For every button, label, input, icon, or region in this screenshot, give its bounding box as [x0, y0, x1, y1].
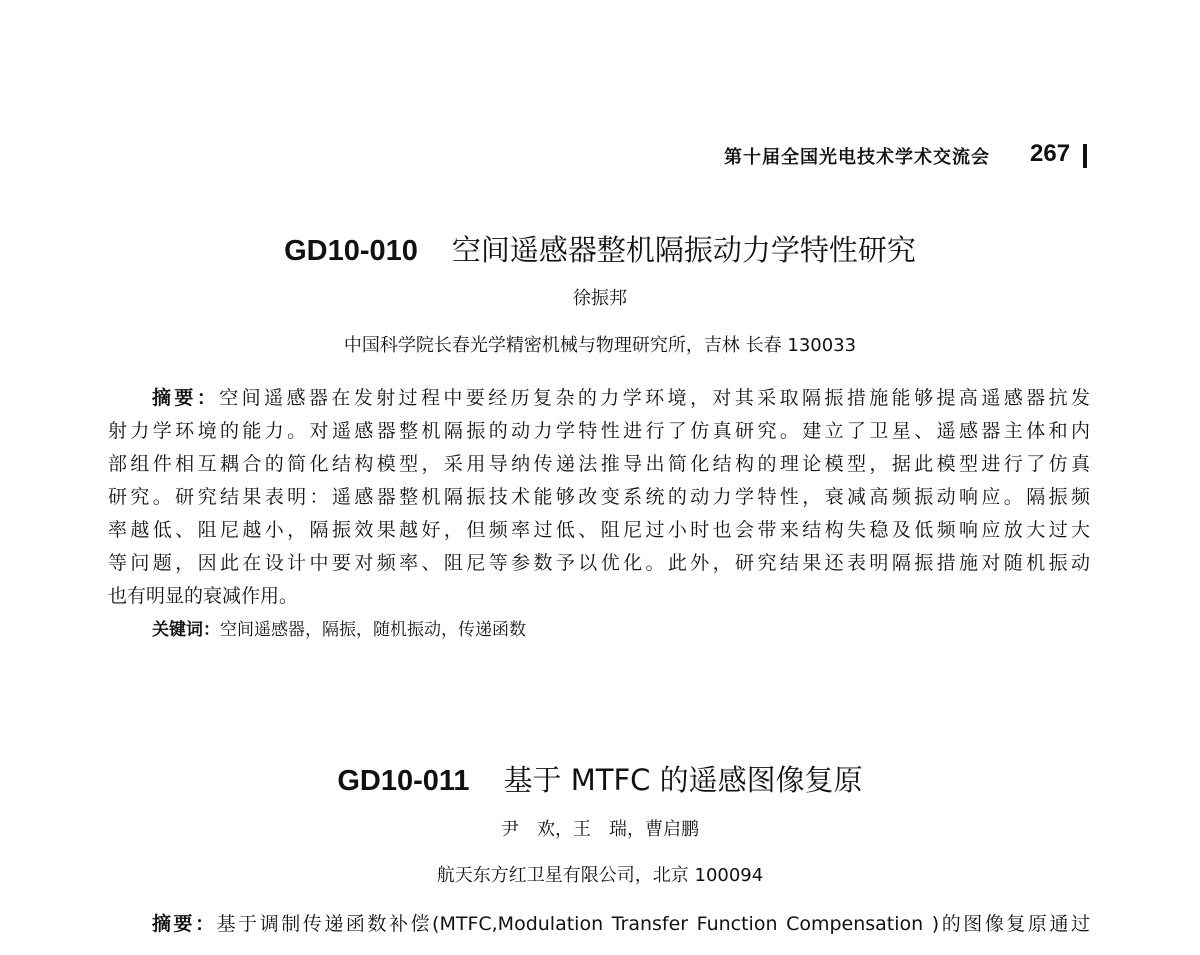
paper-code: GD10-011 [337, 765, 470, 797]
keywords-label: 关键词： [152, 620, 220, 640]
paper-code: GD10-010 [284, 235, 418, 267]
abstract-line: 部组件相互耦合的简化结构模型，采用导纳传递法推导出简化结构的理论模型，据此模型进行了仿真 [108, 453, 1090, 475]
header-rule [1083, 144, 1087, 168]
abstract-line: 率越低、阻尼越小，隔振效果越好，但频率过低、阻尼过小时也会带来结构失稳及低频响应放大过大 [108, 519, 1090, 541]
paper-authors: 徐振邦 [573, 288, 627, 309]
abstract-label: 摘要： [152, 913, 217, 935]
abstract-line: 空间遥感器在发射过程中要经历复杂的力学环境，对其采取隔振措施能够提高遥感器抗发 [219, 387, 1090, 409]
abstract-line: 射力学环境的能力。对遥感器整机隔振的动力学特性进行了仿真研究。建立了卫星、遥感器主体和内 [108, 420, 1090, 442]
page-number: 267 [1030, 140, 1071, 167]
abstract-line: 研究。研究结果表明：遥感器整机隔振技术能够改变系统的动力学特性，衰减高频振动响应。隔振频 [108, 486, 1090, 508]
running-header: 第十届全国光电技术学术交流会 [724, 147, 990, 168]
paper-authors: 尹 欢，王 瑞，曹启鹏 [501, 819, 699, 840]
keywords: 空间遥感器，隔振，随机振动，传递函数 [220, 620, 526, 640]
abstract [108, 382, 1090, 647]
paper-title [0, 228, 1200, 269]
abstract-line: 也有明显的衰减作用。 [108, 585, 299, 607]
abstract-line: 等问题，因此在设计中要对频率、阻尼等参数予以优化。此外，研究结果还表明隔振措施对随机振动 [108, 552, 1090, 574]
paper-title [0, 758, 1200, 799]
paper-affiliation: 中国科学院长春光学精密机械与物理研究所，吉林 长春 130033 [343, 335, 857, 356]
paper-affiliation: 航天东方红卫星有限公司，北京 100094 [436, 865, 764, 886]
paper-title-text: 基于 MTFC 的遥感图像复原 [503, 763, 863, 797]
abstract-label: 摘要： [152, 387, 220, 409]
abstract-line: 基于调制传递函数补偿(MTFC,Modulation Transfer Function Compensation )的图像复原通过 [216, 913, 1090, 935]
abstract [108, 908, 1090, 941]
paper-title-text: 空间遥感器整机隔振动力学特性研究 [451, 233, 916, 267]
